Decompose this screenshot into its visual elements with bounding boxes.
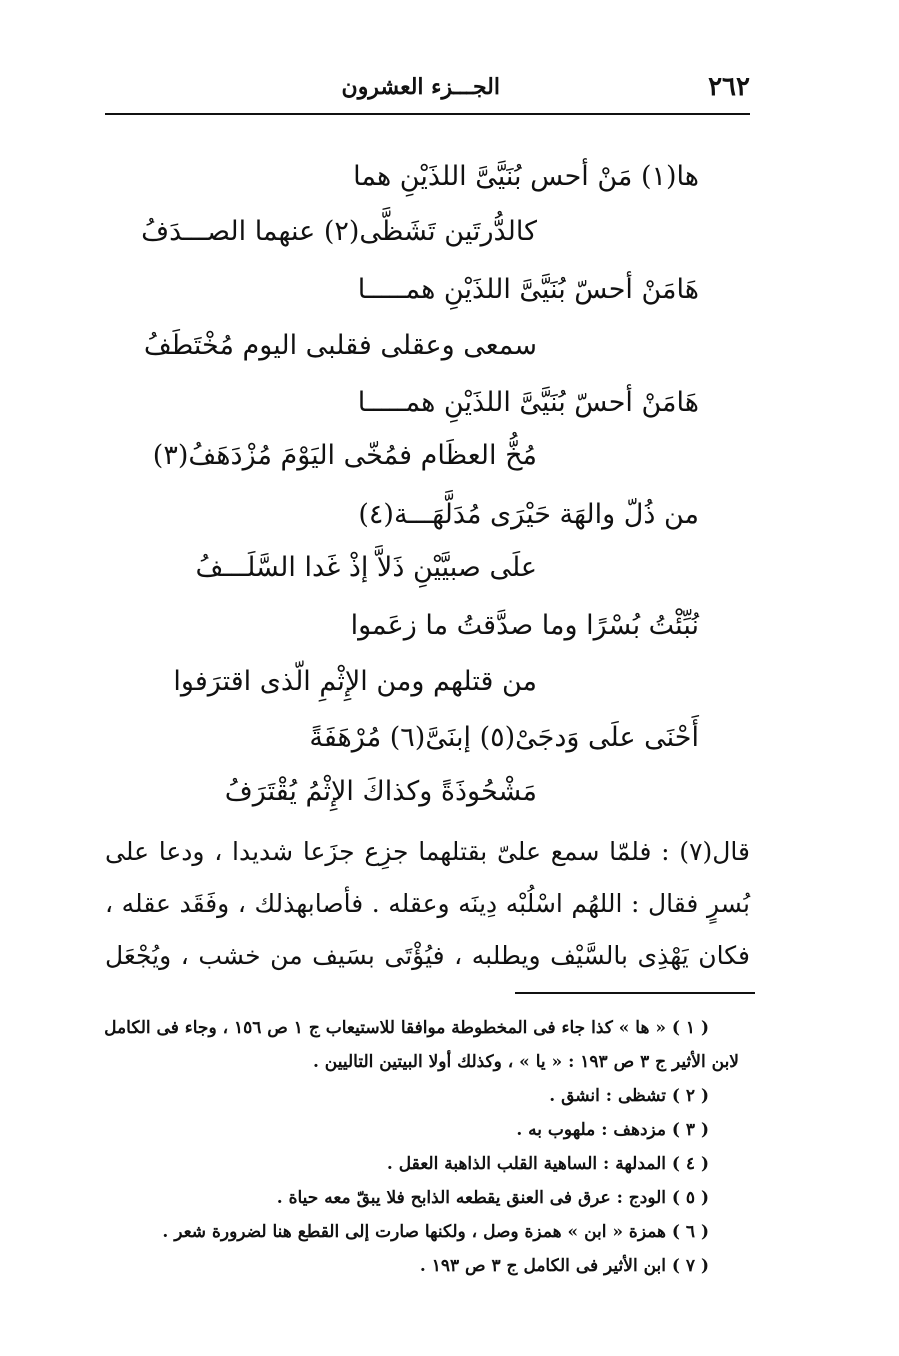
footnote: ( ٧ ) ابن الأثير فى الكامل ج ٣ ص ١٩٣ . [419, 1256, 709, 1276]
header-rule [105, 113, 750, 115]
prose-line: فكان يَهْذِى بالسَّيْف ويطلبه ، فيُؤْتَى بسَيف من خشب ، ويُجْعَل [105, 941, 750, 970]
verse-line: نُبِّئْتُ بُسْرًا وما صدَّقتُ ما زعَموا [350, 610, 699, 641]
page-header [105, 70, 750, 110]
verse-line: من ذُلّ والهَة حَيْرَى مُدَلَّهَـــة(٤) [358, 499, 699, 530]
footnote: ( ٢ ) تشظى : انشق . [549, 1086, 709, 1106]
footnote: ( ١ ) « ها » كذا جاء فى المخطوطة موافقا للاستيعاب ج ١ ص ١٥٦ ، وجاء فى الكامل [104, 1018, 709, 1038]
footnote: ( ٣ ) مزدهف : ملهوب به . [516, 1120, 709, 1140]
running-title: الجـــزء العشرون [341, 74, 500, 100]
verse-line: هَامَنْ أحسّ بُنَيَّىَّ اللذَيْنِ همـــــا [357, 274, 699, 305]
prose-line: قال(٧) : فلمّا سمع علىّ بقتلهما جزِع جزَعا شديدا ، ودعا على [105, 837, 750, 866]
footnote-rule [515, 992, 755, 994]
footnote: ( ٤ ) المدلهة : الساهية القلب الذاهبة العقل . [386, 1154, 709, 1174]
footnote: لابن الأثير ج ٣ ص ١٩٣ : « يا » ، وكذلك أولا البيتين التاليين . [312, 1052, 739, 1072]
verse-line: كالدُّرتَين تَشَظَّى(٢) عنهما الصـــدَفُ [141, 216, 537, 247]
verse-line: مُخُّ العظَام فمُخّى اليَوْمَ مُزْدَهَفُ(٣) [152, 440, 537, 471]
footnote: ( ٦ ) همزة « ابن » همزة وصل ، ولكنها صارت إلى القطع هنا لضرورة شعر . [162, 1222, 709, 1242]
prose-line: بُسرٍ فقال : اللهُم اسْلُبْه دِينَه وعقله . فأصابهذلك ، وفَقَد عقله ، [105, 889, 750, 918]
verse-line: هَامَنْ أحسّ بُنَيَّىَّ اللذَيْنِ همـــــا [357, 387, 699, 418]
footnote: ( ٥ ) الودج : عرق فى العنق يقطعه الذابح فلا يبقّ معه حياة . [276, 1188, 709, 1208]
verse-line: علَى صبيَّيْنِ ذَلاَّ إذْ غَدا السَّلَـــفُ [195, 552, 537, 583]
verse-line: أَحْنَى علَى وَدجَىْ(٥) إبنَىَّ(٦) مُرْهَفَةً [309, 722, 699, 753]
verse-line: سمعى وعقلى فقلبى اليوم مُخْتَطَفُ [143, 330, 537, 361]
verse-line: مَشْحُوذَةً وكذاكَ الإِثْمُ يُقْتَرَفُ [224, 776, 537, 807]
page-number: ٢٦٢ [708, 72, 750, 102]
verse-line: ها(١) مَنْ أحس بُنَيَّىَّ اللذَيْنِ هما [353, 161, 699, 192]
verse-line: من قتلهم ومن الإِثْمِ الّذى اقترَفوا [173, 666, 537, 697]
